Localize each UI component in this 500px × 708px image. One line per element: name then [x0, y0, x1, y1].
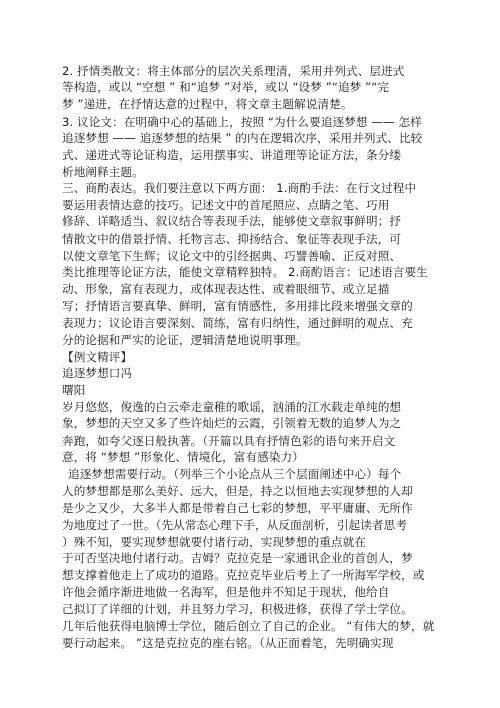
- text-line: 于可否坚决地付诸行动。吉姆？克拉克是一家通讯企业的首创人，梦: [62, 551, 413, 565]
- text-line: 要行动起来。 ”这是克拉克的座右铭。（从正面着笔，先明确实现: [62, 636, 394, 650]
- text-line: 是少之又少，大多半人都是带着自己七彩的梦想，平平庸庸、无所作: [62, 501, 413, 515]
- text-line: 写；抒情语言要真挚、鲜明，富有情感性，多用排比段来增强文章的: [62, 299, 413, 313]
- text-line: 意，将 “梦想 ”形象化、情境化，富有感染力）: [62, 450, 304, 464]
- text-line: 为地度过了一世。（先从常态心理下手，从反面剖析，引起读者思考: [62, 518, 408, 532]
- text-line: 象，梦想的天空又多了些许灿烂的云霞，引领着无数的追梦人为之: [62, 416, 402, 430]
- text-line: 追逐梦想 —— 追逐梦想的结果 ” 的内在逻辑次序，采用并列式、比较: [62, 131, 423, 145]
- essay-title: 追逐梦想口冯: [62, 366, 133, 380]
- section-heading: 【例文精评】: [62, 350, 133, 364]
- text-line: 追逐梦想需要行动。（列举三个小论点从三个层面阐述中心）每个: [68, 467, 402, 481]
- text-line: 式、递进式等论证构造，运用摆事实、讲道理等论证方法，条分缕: [62, 148, 402, 162]
- text-line: ）殊不知，要实现梦想就要付诸行动，实现梦想的重点就在: [62, 535, 367, 549]
- text-line: 己拟订了详细的计划，并且努力学习，积极进修，获得了学士学位。: [62, 602, 413, 616]
- text-line: 动、形象，富有表现力，或体现表达性、或着眼细节、或立足描: [62, 282, 390, 296]
- text-line: 许他会循序渐进地做一名海军，但是他并不知足于现状，他给自: [62, 585, 390, 599]
- text-line: 人的梦想都是那么美好、远大，但是，持之以恒地去实现梦想的人却: [62, 484, 413, 498]
- text-line: 3. 议论文：在明确中心的基础上，按照 “为什么要追逐梦想 —— 怎样: [62, 115, 422, 129]
- text-line: 表现力；议论语言要深刻、简练，富有归纳性，通过鲜明的观点、充: [62, 316, 413, 330]
- text-line: 情散文中的借景抒情、托物言志、抑扬结合、象征等表现手法，可: [62, 232, 402, 246]
- text-line: 梦 ”递进，在抒情达意的过程中，将文章主题解说清楚。: [62, 97, 353, 111]
- text-line: 2. 抒情类散文：将主体部分的层次关系理清，采用并列式、层进式: [62, 64, 405, 78]
- text-line: 修辞、详略适当、叙议结合等表现手法，能够使文章叙事鲜明；抒: [62, 214, 402, 228]
- essay-author: 曙阳: [62, 383, 86, 397]
- text-line: 析地阐释主题。: [62, 165, 144, 179]
- text-line: 岁月悠悠，俊逸的白云牵走童稚的歌谣，汹涌的江水载走单纯的想: [62, 400, 402, 414]
- text-line: 以使文章笔下生辉；议论文中的引经据典、巧譬善喻、正反对照、: [62, 249, 402, 263]
- text-line: 三、商酌表达。我们要注意以下两方面： 1.商酌手法：在行文过程中: [62, 181, 417, 195]
- text-line: 要运用表情达意的技巧。记述文中的首尾照应、点睛之笔、巧用: [62, 198, 390, 212]
- text-line: 类比推理等论证方法，能使文章精粹独特。 2.商酌语言：记述语言要生: [62, 265, 428, 279]
- text-line: 分的论据和严实的论证，逻辑清楚地说明事理。: [62, 333, 308, 347]
- text-line: 等构造，或以 “空想 ” 和“追梦 ”对举，或以 “设梦 ”“追梦 ”“完: [62, 80, 390, 94]
- text-line: 奔跑，如夸父逐日般执著。（开篇以具有抒情色彩的语句来开启文: [62, 434, 396, 448]
- text-line: 想支撑着他走上了成功的道路。克拉克毕业后考上了一所海军学校，或: [62, 568, 425, 582]
- text-line: 几年后他获得电脑博士学位，随后创立了自己的企业。 “有伟大的梦，就: [62, 619, 435, 633]
